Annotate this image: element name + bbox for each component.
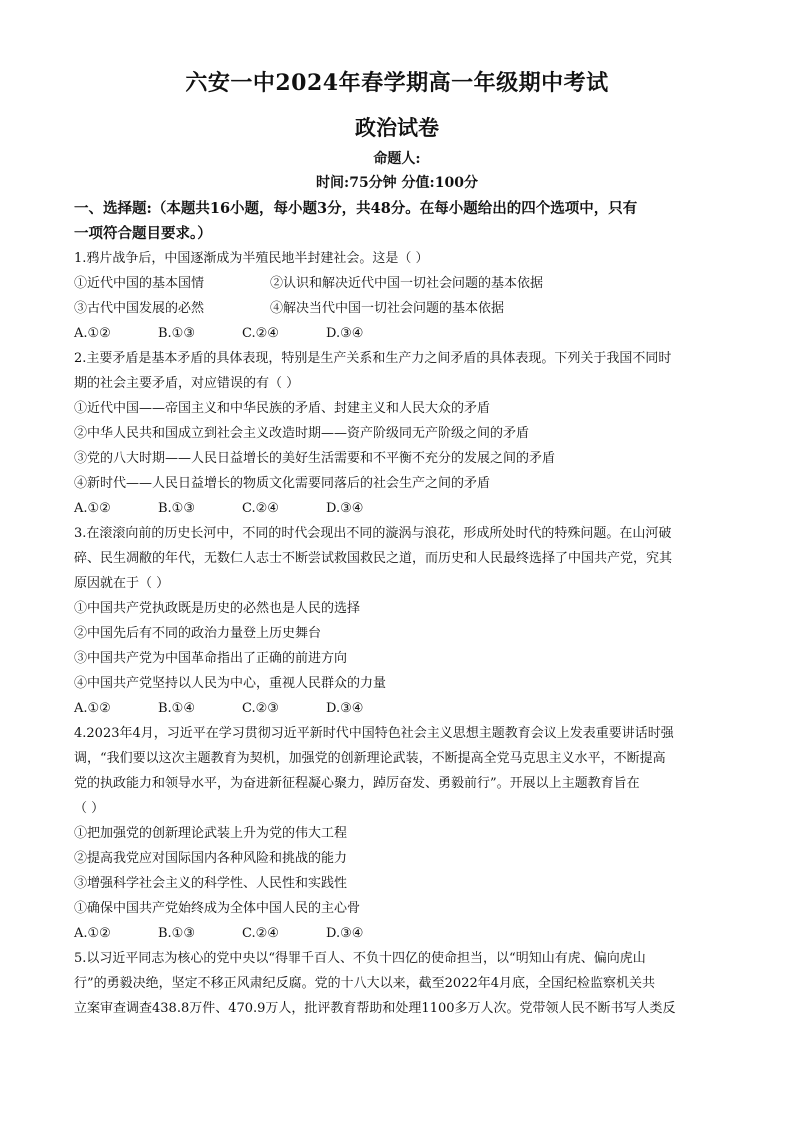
option-b: B.①③ [158, 326, 195, 341]
question-stem: 碎、民生凋敝的年代，无数仁人志士不断尝试救国救民之道，而历史和人民最终选择了中国共产党，究其 [74, 551, 673, 566]
section-heading: 一、选择题:（本题共16小题，每小题3分，共48分。在每小题给出的四个选项中，只有 一项符合题目要求。） [74, 200, 638, 242]
option-c: C.②④ [242, 501, 279, 516]
statement-1: ①把加强党的创新理论武装上升为党的伟大工程 [74, 826, 348, 841]
option-a: A.①② [74, 326, 111, 341]
time-score: 时间:75分钟 分值:100分 [316, 175, 478, 191]
question-stem: 3.在滚滚向前的历史长河中，不同的时代会现出不同的漩涡与浪花，形成所处时代的特殊问题。在山河破 [74, 526, 672, 541]
question-stem: 4.2023年4月，习近平在学习贯彻习近平新时代中国特色社会主义思想主题教育会议上发表重要讲话时强 [74, 726, 674, 741]
question-2 [74, 346, 720, 521]
author-label: 命题人: [373, 151, 421, 167]
question-stem: 2.主要矛盾是基本矛盾的具体表现，特别是生产关系和生产力之间矛盾的具体表现。下列关于我国不同时 [74, 351, 672, 366]
statement-4: ④新时代——人民日益增长的物质文化需要同落后的社会生产之间的矛盾 [74, 476, 491, 491]
question-1 [74, 246, 720, 346]
option-c: C.②③ [242, 701, 279, 716]
question-stem: （ ） [74, 801, 105, 816]
statement-4: ①确保中国共产党始终成为全体中国人民的主心骨 [74, 901, 361, 916]
question-stem: 党的执政能力和领导水平，为奋进新征程凝心聚力，踔厉奋发、勇毅前行”。开展以上主题教育旨在 [74, 776, 640, 791]
option-a: A.①② [74, 926, 111, 941]
option-d: D.③④ [326, 701, 364, 716]
statement-3: ③党的八大时期——人民日益增长的美好生活需要和不平衡不充分的发展之间的矛盾 [74, 451, 556, 466]
statement-3: ③中国共产党为中国革命指出了正确的前进方向 [74, 651, 348, 666]
option-d: D.③④ [326, 926, 364, 941]
option-a: A.①② [74, 501, 111, 516]
question-stem: 行”的勇毅决绝，坚定不移正风肃纪反腐。党的十八大以来，截至2022年4月底，全国纪检监察机关共 [74, 976, 656, 991]
question-4 [74, 721, 720, 946]
exam-title: 六安一中2024年春学期高一年级期中考试 [185, 70, 609, 96]
question-stem: 原因就在于（ ） [74, 576, 170, 591]
option-d: D.③④ [326, 326, 364, 341]
statement-3: ③古代中国发展的必然 [74, 301, 205, 316]
option-c: C.②④ [242, 926, 279, 941]
question-5 [74, 946, 720, 1021]
option-a: A.①② [74, 701, 111, 716]
statement-3: ③增强科学社会主义的科学性、人民性和实践性 [74, 876, 348, 891]
statement-2: ②中华人民共和国成立到社会主义改造时期——资产阶级同无产阶级之间的矛盾 [74, 426, 530, 441]
subject-title: 政治试卷 [355, 115, 439, 140]
option-b: B.①③ [158, 926, 195, 941]
answer-options [74, 496, 720, 521]
question-stem: 1.鸦片战争后，中国逐渐成为半殖民地半封建社会。这是（ ） [74, 251, 429, 266]
statement-4: ④解决当代中国一切社会问题的基本依据 [270, 301, 505, 316]
statement-1: ①中国共产党执政既是历史的必然也是人民的选择 [74, 601, 361, 616]
option-d: D.③④ [326, 501, 364, 516]
statement-1: ①近代中国的基本国情 [74, 276, 205, 291]
statement-2: ②认识和解决近代中国一切社会问题的基本依据 [270, 276, 544, 291]
answer-options [74, 921, 720, 946]
question-stem: 5.以习近平同志为核心的党中央以“得罪千百人、不负十四亿的使命担当，以“明知山有虎、偏向虎山 [74, 951, 646, 966]
statement-1: ①近代中国——帝国主义和中华民族的矛盾、封建主义和人民大众的矛盾 [74, 401, 491, 416]
question-stem: 调，“我们要以这次主题教育为契机，加强党的创新理论武装，不断提高全党马克思主义水平，不断提高 [74, 751, 666, 766]
question-3 [74, 521, 720, 721]
question-stem: 期的社会主要矛盾，对应错误的有（ ） [74, 376, 300, 391]
question-stem: 立案审查调查438.8万件、470.9万人，批评教育帮助和处理1100多万人次。党带领人民不断书写人类反 [74, 1001, 676, 1016]
answer-options [74, 321, 720, 346]
answer-options [74, 696, 720, 721]
exam-content [74, 196, 720, 1021]
statement-4: ④中国共产党坚持以人民为中心，重视人民群众的力量 [74, 676, 387, 691]
statement-2: ②中国先后有不同的政治力量登上历史舞台 [74, 626, 322, 641]
statement-2: ②提高我党应对国际国内各种风险和挑战的能力 [74, 851, 348, 866]
option-b: B.①④ [158, 701, 195, 716]
option-b: B.①③ [158, 501, 195, 516]
option-c: C.②④ [242, 326, 279, 341]
